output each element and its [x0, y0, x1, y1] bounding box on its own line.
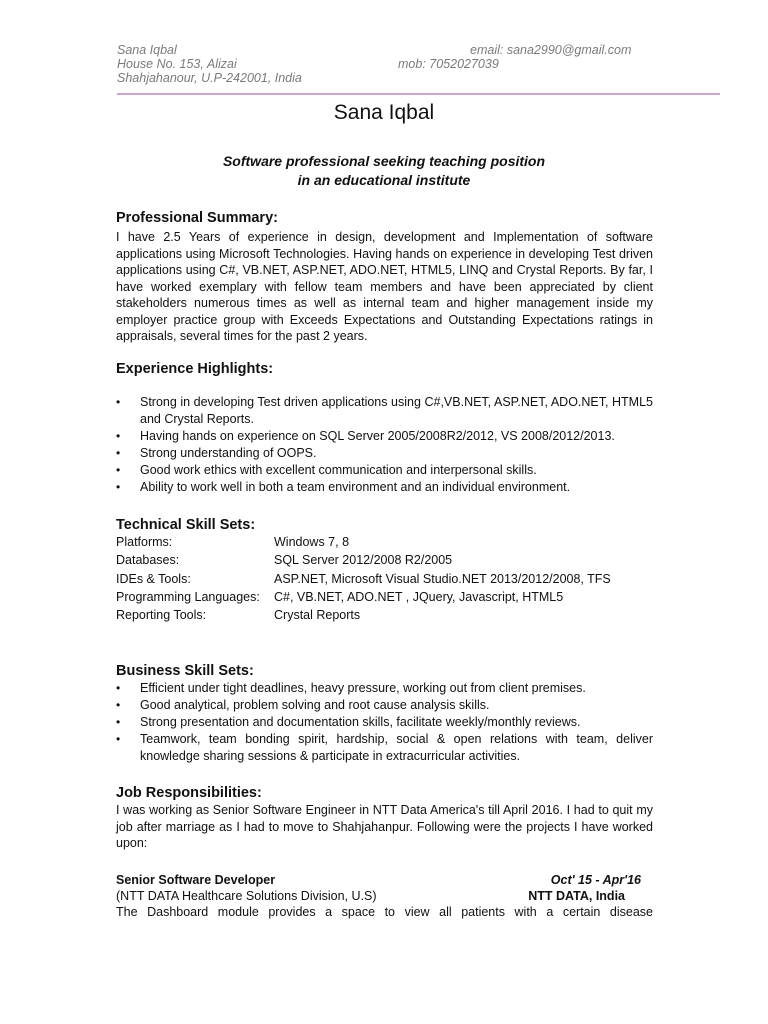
list-item: • Strong presentation and documentation skills, facilitate weekly/monthly reviews. [116, 714, 653, 731]
skill-row [116, 570, 653, 588]
list-item: • Strong understanding of OOPS. [116, 445, 653, 462]
job-responsibilities-section [116, 785, 653, 920]
list-item: • Good work ethics with excellent communication and interpersonal skills. [116, 462, 653, 479]
job-role: Senior Software Developer [116, 872, 276, 887]
skill-value: Windows 7, 8 [274, 535, 350, 549]
skill-row [116, 551, 653, 569]
experience-highlights-section [116, 361, 653, 496]
address-line-2: Shahjahanour, U.P-242001, India [117, 71, 302, 85]
job-header-line [116, 872, 653, 888]
page-title: Sana Iqbal [333, 101, 435, 124]
job-dates: Oct' 15 - Apr'16 [550, 872, 641, 887]
email-text: email: sana2990@gmail.com [470, 43, 632, 57]
list-item: • Good analytical, problem solving and root cause analysis skills. [116, 697, 653, 714]
tagline-line-2: in an educational institute [297, 172, 471, 188]
skill-row [116, 533, 653, 551]
mobile-text: mob: 7052027039 [398, 57, 499, 71]
header-name: Sana Iqbal [117, 43, 177, 57]
list-item: • Strong in developing Test driven applications using C#,VB.NET, ASP.NET, ADO.NET, HTML5 and Crystal Reports. [116, 394, 653, 428]
list-item: • Efficient under tight deadlines, heavy pressure, working out from client premises. [116, 680, 653, 697]
list-item: • Ability to work well in both a team environment and an individual environment. [116, 479, 653, 496]
contact-info-block [398, 43, 631, 71]
skill-value: C#, VB.NET, ADO.NET , JQuery, Javascript, HTML5 [274, 589, 564, 604]
section-heading: Professional Summary: [116, 210, 278, 226]
skill-value: SQL Server 2012/2008 R2/2005 [274, 553, 453, 568]
summary-text: I have 2.5 Years of experience in design, development and Implementation of software applications using Microsoft Technologies. Having hands on experience in developing Test driven applications using C#, VB.NET, ASP.NET, ADO.NET, HTML5, LINQ and Crystal Reports. By far, I have worked exemplary with fellow team members and have been appreciated by client stakeholders numerous times as well as internal team and higher management inside my employer practice group with Exceeds Expectations and Outstanding Expectations ratings in appraisals, several times for the past 2 years. [116, 230, 653, 343]
skill-label: IDEs & Tools: [116, 571, 191, 586]
skill-value: Crystal Reports [274, 608, 361, 623]
contact-address-block [117, 43, 302, 85]
list-item: • Teamwork, team bonding spirit, hardship, social & open relations with team, deliver knowledge sharing sessions & participate in extracurricular activities. [116, 731, 653, 765]
technical-skills-section [116, 517, 653, 624]
skill-row [116, 588, 653, 606]
job-entry [116, 872, 653, 921]
section-heading: Technical Skill Sets: [116, 517, 256, 533]
objective-tagline [0, 152, 768, 190]
skill-label: Databases: [116, 553, 180, 568]
experience-list [116, 394, 653, 496]
list-item: • Having hands on experience on SQL Server 2005/2008R2/2012, VS 2008/2012/2013. [116, 428, 653, 445]
skill-label: Programming Languages: [116, 589, 260, 604]
job-org-line [116, 888, 653, 904]
jobs-intro-text: I was working as Senior Software Engineer in NTT Data America's till April 2016. I had to quit my job after marriage as I had to move to Shahjahanpur. Following were the projects I have worked upon: [116, 803, 653, 850]
skill-label: Platforms: [116, 535, 173, 549]
professional-summary-section [116, 210, 653, 345]
header-divider [117, 93, 720, 95]
job-description: The Dashboard module provides a space to view all patients with a certain disease [116, 904, 653, 919]
skill-row [116, 606, 653, 624]
business-skills-section [116, 663, 653, 765]
business-list [116, 680, 653, 765]
skill-label: Reporting Tools: [116, 608, 207, 623]
address-line-1: House No. 153, Alizai [117, 57, 237, 71]
skills-table [116, 533, 653, 624]
tagline-line-1: Software professional seeking teaching position [222, 153, 546, 169]
skill-value: ASP.NET, Microsoft Visual Studio.NET 2013/2012/2008, TFS [274, 571, 611, 586]
section-heading: Business Skill Sets: [116, 663, 254, 679]
section-heading: Experience Highlights: [116, 361, 274, 377]
job-company: NTT DATA, India [528, 888, 625, 903]
section-heading: Job Responsibilities: [116, 785, 262, 801]
job-division: (NTT DATA Healthcare Solutions Division, U.S) [116, 888, 377, 903]
